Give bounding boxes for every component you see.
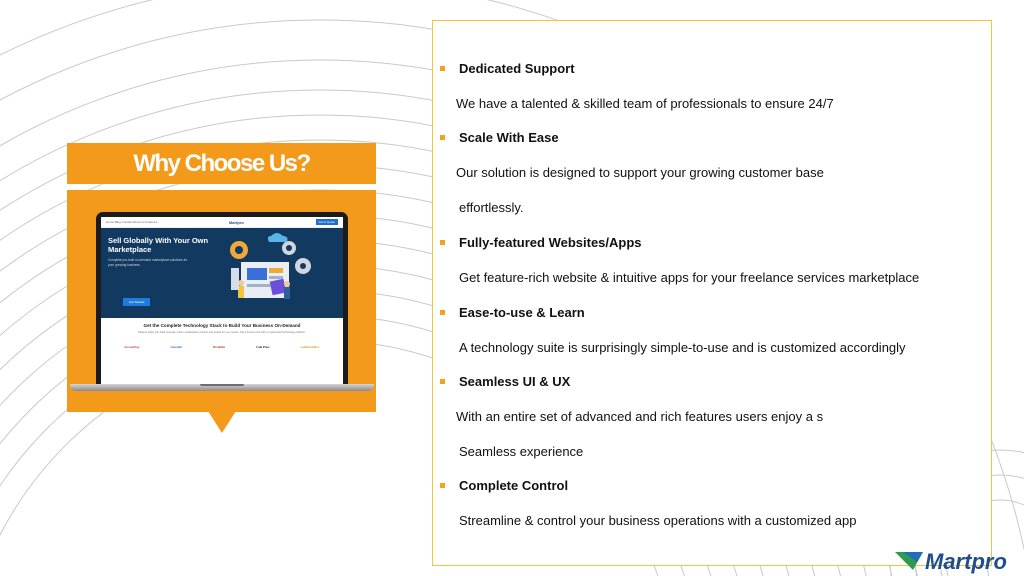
martpro-logo [893, 548, 1021, 574]
mockup-section-text: Martpro helps you build next-gen online marketplace product and scaled for your needs. Get a future-proof with a customized technology platform. [138, 331, 306, 334]
feature-description: With an entire set of advanced and rich features users enjoy a s [456, 409, 824, 424]
partner-logo: Cafe Press [256, 344, 270, 349]
feature-title: Dedicated Support [459, 61, 575, 76]
bullet-icon [440, 135, 445, 140]
mockup-section-title: Get the Complete Technology Stack to Build Your Business On-Demand [143, 323, 301, 328]
feature-title: Ease-to-use & Learn [459, 305, 585, 320]
feature-description: Seamless experience [459, 444, 584, 459]
partner-logo: DishBite [213, 344, 226, 349]
feature-title: Fully-featured Websites/Apps [459, 235, 642, 250]
mockup-section [101, 318, 343, 354]
partner-logo: FusionPay [124, 344, 140, 349]
bullet-icon [440, 240, 445, 245]
bullet-icon [440, 483, 445, 488]
feature-description: effortlessly. [459, 200, 524, 215]
feature-description: We have a talented & skilled team of professionals to ensure 24/7 [456, 96, 834, 111]
mockup-navbar [101, 217, 343, 228]
feature-description: Get feature-rich website & intuitive apps for your freelance services marketplace [459, 270, 920, 285]
pointer-triangle [208, 411, 236, 433]
slide-title-bar [67, 143, 376, 184]
mockup-nav-button: Get A Quote [316, 219, 338, 225]
bullet-icon [440, 310, 445, 315]
feature-description: Streamline & control your business operations with a customized app [459, 513, 857, 528]
feature-description: A technology suite is surprisingly simple-to-use and is customized accordingly [459, 340, 906, 355]
partner-logo: OpenBit [170, 344, 183, 349]
slide-title: Why Choose Us? [133, 149, 310, 177]
bullet-icon [440, 66, 445, 71]
mockup-hero-subtitle: Complete pre-built on-demand marketplace solutions for your growing business. [108, 258, 188, 267]
laptop-notch [200, 384, 244, 386]
mockup-hero [101, 228, 343, 318]
brand-name: Martpro [925, 549, 1007, 574]
mockup-nav-links: Home Blog Contact About us Features [106, 220, 158, 224]
mockup-hero-button: Get Started [123, 298, 150, 306]
website-screenshot [101, 217, 343, 384]
feature-title: Scale With Ease [459, 130, 559, 145]
partner-logo: cafeBookRes [300, 344, 320, 349]
bullet-icon [440, 379, 445, 384]
laptop-mockup [96, 212, 348, 384]
mockup-hero-title: Sell Globally With Your Own Marketplace [108, 236, 209, 254]
feature-title: Complete Control [459, 478, 569, 493]
mockup-partner-logos [109, 345, 335, 349]
mockup-logo: Martpro [228, 219, 244, 225]
feature-title: Seamless UI & UX [459, 374, 571, 389]
hero-illustration [211, 228, 341, 318]
feature-description: Our solution is designed to support your growing customer base [456, 165, 824, 180]
